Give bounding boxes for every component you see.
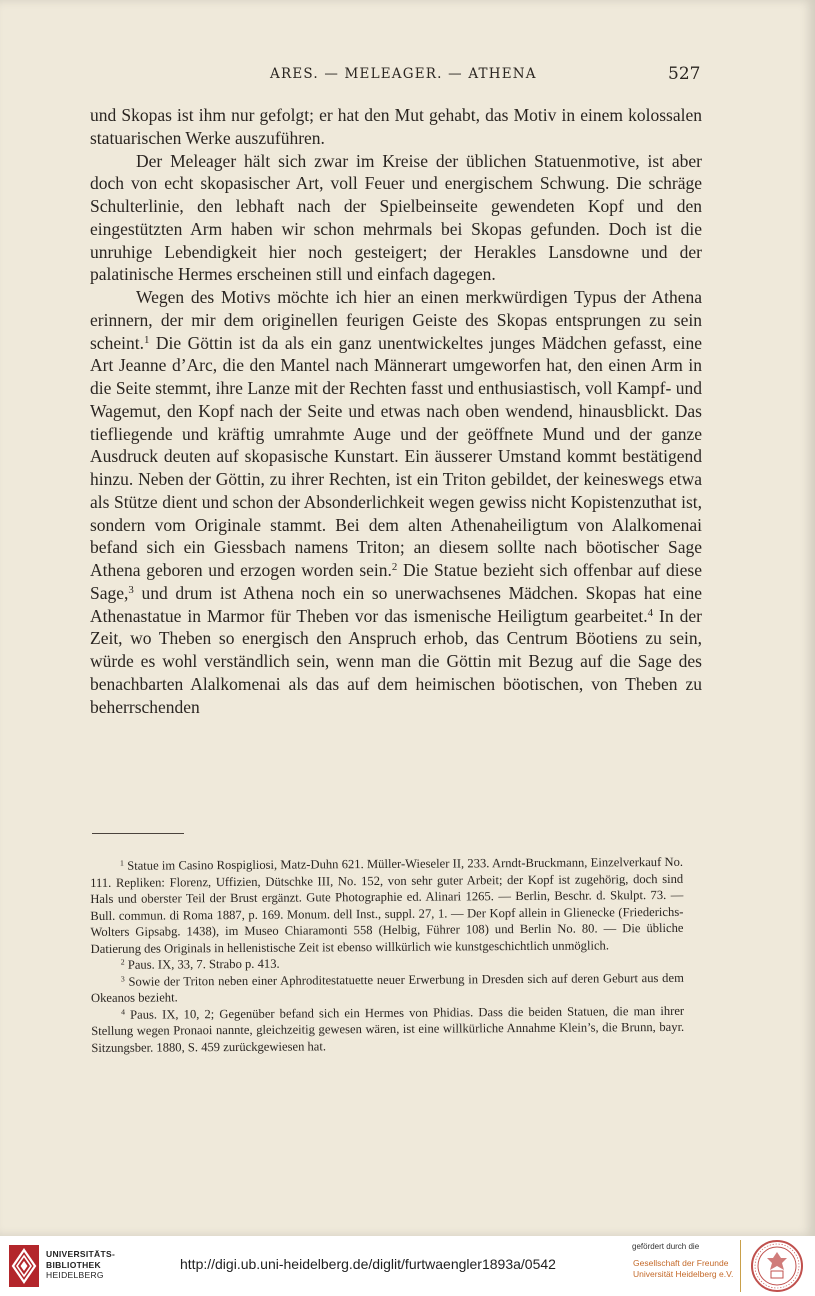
page-number: 527: [668, 64, 701, 84]
footnote-3: [91, 969, 684, 1006]
footnote-1: [90, 854, 684, 957]
library-name-line-1: UNIVERSITÄTS-: [46, 1249, 116, 1259]
running-head: [0, 64, 815, 86]
footnote-ref-2: 2: [391, 561, 398, 574]
viewer-footer: [0, 1236, 815, 1296]
footnote-3-text: Sowie der Triton neben einer Aphroditestatuette neuer Erwerbung in Dresden sich auf deren Geburt aus dem Okeanos bezieht.: [90, 970, 684, 1005]
paragraph-2: Der Meleager hält sich zwar im Kreise der üblichen Statuenmotive, ist aber doch von echt skopasischer Art, voll Feuer und energischem Schwung. Die schräge Schulterlinie, den lebhaft nach der Spielbeinseite gewendeten Kopf und den eingestützten Arm haben wir schon mehrmals bei Skopas gefunden. Doch ist die unruhige Lebendigkeit hier noch gesteigert; der Herakles Lansdowne und der palatinische Hermes erscheinen still und einfach dagegen.: [90, 150, 702, 285]
paragraph-3-part-e: In der Zeit, wo Theben so energisch den Anspruch erhob, das Centrum Böotiens zu sein, würde es wohl verständlich sein, wenn man die Göttin mit Bezug auf die Sage des benachbarten Alalkomenai als das auf dem heimischen böotischen, von Theben zu beherrschenden: [90, 605, 702, 717]
footnote-2-marker: 2: [120, 957, 125, 967]
paragraph-1: und Skopas ist ihm nur gefolgt; er hat den Mut gehabt, das Motiv in einem kolossalen statuarischen Werke auszuführen.: [90, 105, 702, 148]
paragraph-3-part-b: Die Göttin ist da als ein ganz unentwickeltes junges Mädchen gefasst, eine Art Jeanne d’Arc, die den Mantel nach Männerart umgeworfen hat, den einen Arm in die Seite stemmt, ihre Lanze mit der Rechten fasst und enthusiastisch, voll Kampf- und Wagemut, den Kopf nach der Seite und etwas nach oben wendend, hinausblickt. Das tiefliegende und kräftig umrahmte Auge und der geöffnete Mund und der ganze Ausdruck deuten auf skopasische Kunstart. Ein äusserer Umstand kommt bestätigend hinzu. Neben der Göttin, zu ihrer Rechten, ist ein Triton gebildet, der keineswegs etwa als Stütze dient und schon der Absonderlichkeit wegen gewiss nicht Kopistenzuthat ist, sondern vom Originale stammt. Bei dem alten Athenaheiligtum von Alalkomenai befand sich ein Giessbach namens Triton; an diesem sollte nach böotischer Sage Athena geboren und erzogen worden sein.: [90, 332, 702, 580]
footnote-4: [91, 1002, 684, 1056]
footnote-ref-1: 1: [143, 333, 150, 346]
footnote-1-marker: 1: [120, 858, 124, 868]
ub-heidelberg-logo-icon[interactable]: [8, 1244, 40, 1288]
library-name[interactable]: [46, 1249, 115, 1281]
footnote-ref-4: 4: [647, 606, 654, 619]
paragraph-3-part-c: Die Statue bezieht sich offenbar auf diese Sage,: [90, 560, 702, 603]
footnote-1-text: Statue im Casino Rospigliosi, Matz-Duhn 621. Müller-Wieseler II, 233. Arndt-Bruckmann, Einzelverkauf No. 111. Repliken: Florenz, Uffizien, Dütschke III, No. 152, von sehr guter Arbeit; der Kopf ist zugehörig, doch sind Hals und oberster Teil der Brust ergänzt. Gute Photographie ed. Alinari 1265. — Berlin, Beschr. d. Skulpt. 73. — Bull. commun. di Roma 1887, p. 169. Monum. dell Inst., suppl. 27, 1. — Der Kopf allein in Glienecke (Friederichs-Wolters Gipsabg. 1438), im Museo Chiaramonti 558 (Helbig, Führer 108) und Berlin No. 80. — Die übliche Datierung des Originals in hellenistische Zeit ist ebenso willkürlich wie kunstgeschichtlich unmöglich.: [90, 854, 684, 956]
sponsor-name-line-2: Universität Heidelberg e.V.: [633, 1269, 734, 1279]
running-head-title: ARES. — MELEAGER. — ATHENA: [270, 66, 537, 82]
footnote-4-marker: 4: [121, 1006, 126, 1017]
footnote-divider: [92, 833, 184, 834]
footnotes: [90, 854, 684, 1056]
footnote-3-marker: 3: [120, 973, 125, 984]
main-text: [90, 104, 702, 718]
university-seal-icon[interactable]: [750, 1239, 804, 1293]
footnote-4-text: Paus. IX, 10, 2; Gegenüber befand sich ein Hermes von Phidias. Dass die beiden Statuen, die man ihrer Stellung wegen Pronaoi nannte, gleichzeitig gewesen wären, ist eine willkürliche Annahme Klein’s, die Brunn, bayr. Sitzungsber. 1880, S. 459 zurückgewiesen hat.: [91, 1003, 685, 1055]
footnote-ref-3: 3: [128, 583, 134, 596]
library-name-line-3: HEIDELBERG: [46, 1270, 104, 1280]
sponsor-divider: [740, 1240, 741, 1292]
paragraph-3-part-a: Wegen des Motivs möchte ich hier an einen merkwürdigen Typus der Athena erinnern, der mir dem originellen feurigen Geiste des Skopas entsprungen zu sein scheint.: [90, 287, 702, 353]
paragraph-3-part-d: und drum ist Athena noch ein so unerwachsenes Mädchen. Skopas hat eine Athenastatue in Marmor für Theben vor das ismenische Heiligtum gearbeitet.: [90, 582, 702, 626]
sponsor-label: gefördert durch die: [632, 1242, 700, 1251]
sponsor-name[interactable]: [633, 1258, 733, 1280]
permalink-url[interactable]: http://digi.ub.uni-heidelberg.de/diglit/furtwaengler1893a/0542: [180, 1256, 556, 1272]
footnote-2-text: Paus. IX, 33, 7. Strabo p. 413.: [124, 956, 280, 972]
library-name-line-2: BIBLIOTHEK: [46, 1259, 101, 1270]
sponsor-name-line-1: Gesellschaft der Freunde: [633, 1258, 729, 1268]
paragraph-3: [90, 286, 702, 718]
